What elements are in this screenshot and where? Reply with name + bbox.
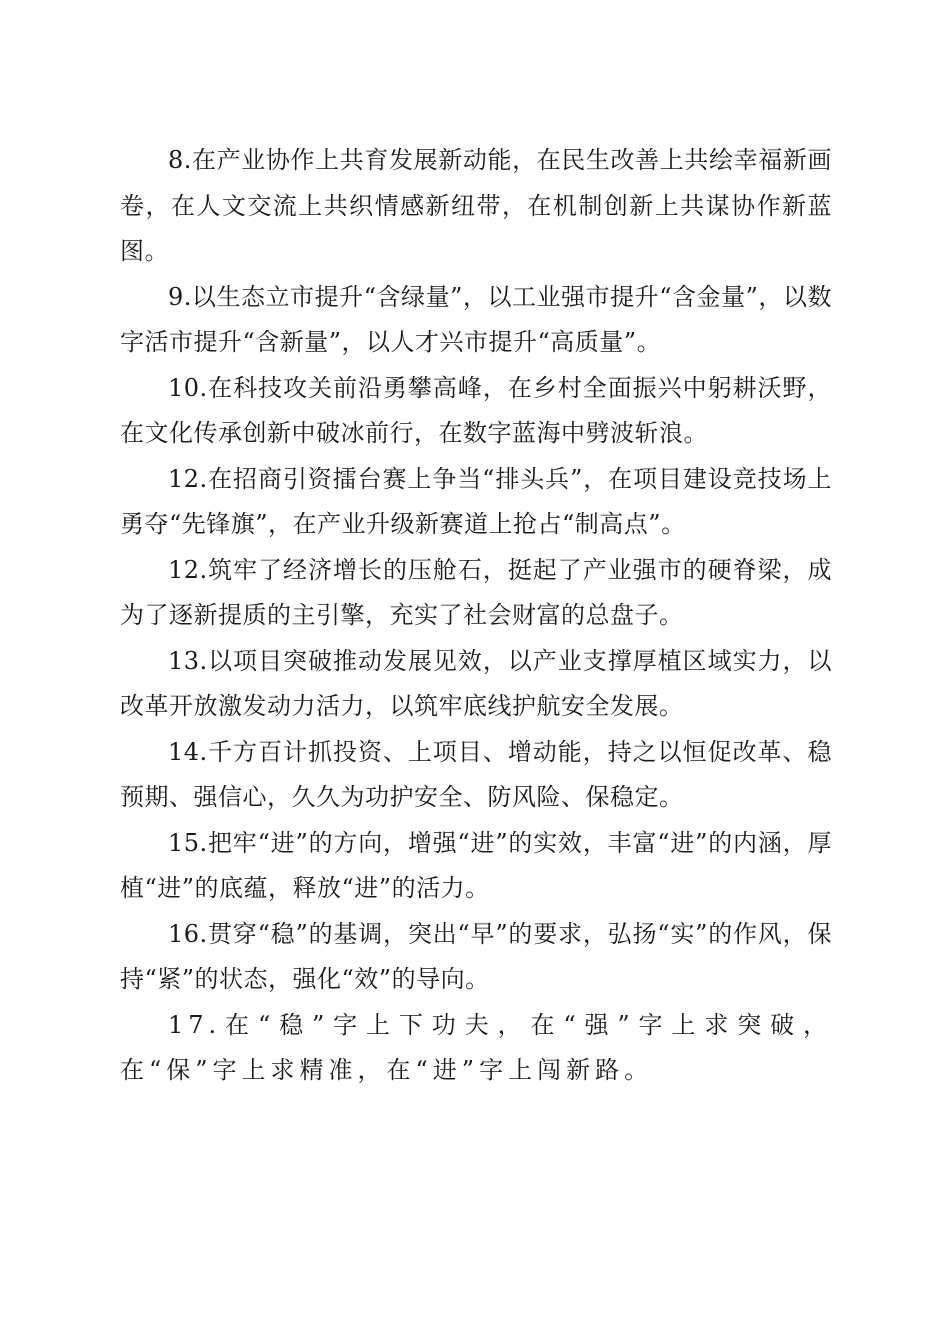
paragraph-item-12a: 12.在招商引资擂台赛上争当“排头兵”，在项目建设竞技场上勇夺“先锋旗”，在产业升级新赛道上抢占“制高点”。 xyxy=(120,464,832,538)
paragraph-item-17: 17.在“稳”字上下功夫，在“强”字上求突破，在“保”字上求精准，在“进”字上闯新路。 xyxy=(120,1010,832,1084)
paragraph-item-10: 10.在科技攻关前沿勇攀高峰，在乡村全面振兴中躬耕沃野，在文化传承创新中破冰前行，在数字蓝海中劈波斩浪。 xyxy=(120,373,832,447)
paragraph-item-16: 16.贯穿“稳”的基调，突出“早”的要求，弘扬“实”的作风，保持“紧”的状态，强化“效”的导向。 xyxy=(120,919,832,993)
paragraph-item-15: 15.把牢“进”的方向，增强“进”的实效，丰富“进”的内涵，厚植“进”的底蕴，释放“进”的活力。 xyxy=(120,828,832,902)
paragraph-item-8: 8.在产业协作上共育发展新动能，在民生改善上共绘幸福新画卷，在人文交流上共织情感新纽带，在机制创新上共谋协作新蓝图。 xyxy=(120,146,832,265)
document-body xyxy=(120,138,832,1094)
paragraph-item-13: 13.以项目突破推动发展见效，以产业支撑厚植区域实力，以改革开放激发动力活力，以筑牢底线护航安全发展。 xyxy=(120,646,832,720)
paragraph-item-9: 9.以生态立市提升“含绿量”，以工业强市提升“含金量”，以数字活市提升“含新量”，以人才兴市提升“高质量”。 xyxy=(120,282,832,356)
paragraph-item-12b: 12.筑牢了经济增长的压舱石，挺起了产业强市的硬脊梁，成为了逐新提质的主引擎，充实了社会财富的总盘子。 xyxy=(120,555,832,629)
paragraph-item-14: 14.千方百计抓投资、上项目、增动能，持之以恒促改革、稳预期、强信心，久久为功护安全、防风险、保稳定。 xyxy=(120,737,832,811)
